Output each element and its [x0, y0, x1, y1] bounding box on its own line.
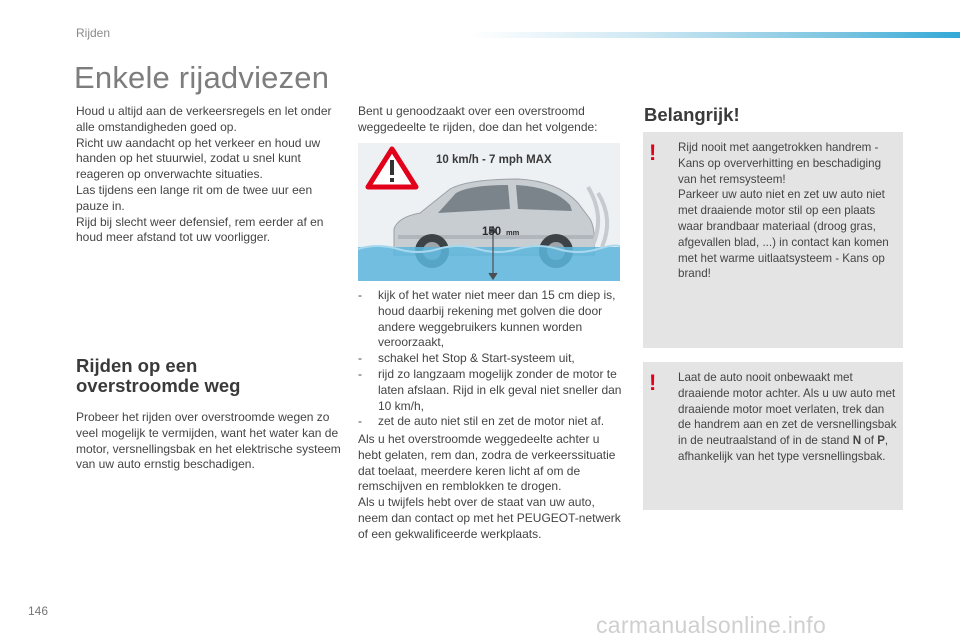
list-item: [358, 367, 624, 414]
list-dash: -: [358, 366, 362, 381]
flooded-road-heading: [76, 356, 346, 396]
important-heading: Belangrijk!: [644, 104, 740, 125]
header-accent-bar: [470, 32, 960, 38]
list-item-text: schakel het Stop & Start-systeem uit,: [378, 351, 575, 366]
note-text-part: Laat de auto nooit onbewaakt met draaiende motor achter. Als u uw auto met draaiende motor moet verlaten, trek dan de handrem aan en zet de versnellingsbak in de neutraalstand of in de stand: [678, 371, 897, 448]
list-dash: -: [358, 351, 362, 366]
depth-unit: mm: [506, 228, 520, 237]
note-paragraph: Rijd nooit met aangetrokken handrem - Kans op oververhitting en beschadiging van het remsysteem!: [678, 141, 882, 186]
list-item-text: rijd zo langzaam mogelijk zonder de motor te laten afslaan. Rijd in elk geval niet sneller dan 10 km/h,: [378, 366, 622, 413]
after-flood-text: [358, 432, 624, 543]
list-item-text: kijk of het water niet meer dan 15 cm diep is, houd daarbij rekening met golven die door andere weggebruikers kunnen worden veroorzaakt,: [378, 288, 616, 350]
note-text-part: , afhankelijk van het type versnellingsbak.: [678, 434, 889, 463]
warning-exclamation-icon: !: [649, 370, 657, 395]
watermark: carmanualsonline.info: [596, 612, 827, 638]
note-paragraph: [678, 370, 900, 465]
section-label: Rijden: [76, 26, 111, 40]
list-dash: -: [358, 288, 362, 302]
note-text-part: of: [861, 434, 878, 448]
flooded-road-body: [76, 410, 344, 473]
intro-paragraph: Las tijdens een lange rit om de twee uur een pauze in.: [76, 182, 313, 213]
list-item-text: zet de auto niet stil en zet de motor niet af.: [378, 414, 605, 429]
list-item: [358, 414, 624, 430]
intro-paragraph: Richt uw aandacht op het verkeer en houd uw handen op het stuurwiel, zodat u snel kunt reageren op onverwachte situaties.: [76, 135, 321, 182]
page-number: 146: [28, 604, 49, 618]
intro-text: [76, 104, 338, 246]
flooded-road-steps: [358, 288, 624, 430]
list-dash: -: [358, 414, 362, 429]
gear-p-label: P: [877, 434, 885, 448]
depth-value: 150: [482, 226, 502, 238]
speed-limit-label: 10 km/h - 7 mph MAX: [436, 154, 552, 166]
list-item: [358, 351, 624, 367]
page-title: Enkele rijadviezen: [74, 60, 330, 95]
intro-paragraph: Rijd bij slecht weer defensief, rem eerder af en houd meer afstand tot uw voorligger.: [76, 214, 324, 245]
list-item: [358, 288, 624, 351]
note-paragraph: Parkeer uw auto niet en zet uw auto niet met draaiende motor stil op een plaats waar brandbaar materiaal (droog gras, afgevallen blad, ...) in contact kan komen met het warme uitlaatsysteem - Kans op brand!: [678, 188, 889, 281]
flooded-road-heading-line2: overstroomde weg: [76, 375, 241, 396]
flooded-road-intro-paragraph: Bent u genoodzaakt over een overstroomd weggedeelte te rijden, doe dan het volgende:: [358, 104, 598, 134]
flooded-road-paragraph: Probeer het rijden over overstroomde wegen zo veel mogelijk te vermijden, want het water kan de motor, versnellingsbak en het elektrische systeem van uw auto ernstig beschadigen.: [76, 410, 341, 472]
after-flood-paragraph: Als u het overstroomde weggedeelte achter u hebt gelaten, rem dan, zodra de verkeerssituatie dat toelaat, meerdere keren licht af om de remschijven en remblokken te drogen.: [358, 432, 616, 494]
flooded-road-illustration: [358, 143, 620, 281]
flooded-road-heading-line1: Rijden op een: [76, 355, 198, 376]
important-note-text: [678, 370, 900, 465]
important-note-text: [678, 140, 900, 282]
gear-n-label: N: [852, 434, 862, 448]
after-flood-paragraph: Als u twijfels hebt over de staat van uw auto, neem dan contact op met het PEUGEOT-netwerk of een gekwalificeerde werkplaats.: [358, 495, 621, 541]
intro-paragraph: Houd u altijd aan de verkeersregels en let onder alle omstandigheden goed op.: [76, 104, 332, 134]
warning-exclamation-icon: !: [649, 140, 657, 165]
important-note-handbrake: [643, 132, 903, 348]
flooded-road-intro: [358, 104, 620, 136]
important-note-unattended: [643, 362, 903, 510]
